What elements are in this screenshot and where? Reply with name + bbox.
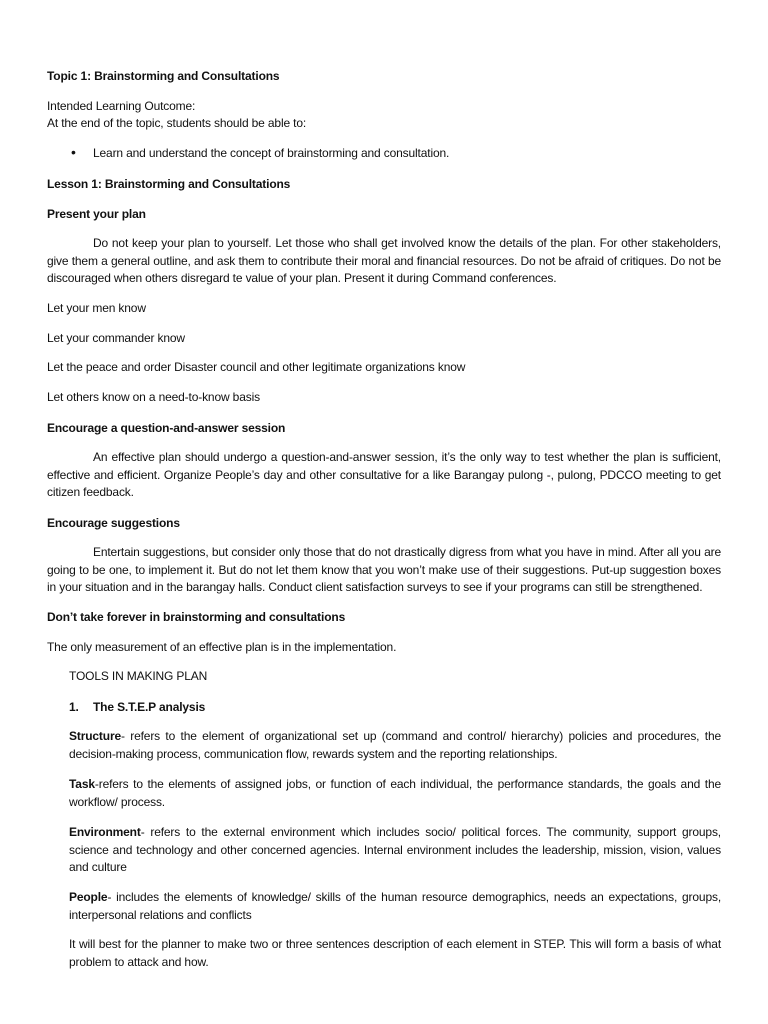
step-term: Task [69, 777, 95, 791]
tools-heading: TOOLS IN MAKING PLAN [69, 669, 208, 683]
step-term: Structure [69, 729, 121, 743]
present-heading: Present your plan [47, 207, 146, 221]
step-term: Environment [69, 825, 141, 839]
qa-heading: Encourage a question-and-answer session [47, 421, 286, 435]
step-item-task [69, 776, 721, 811]
step-description: - refers to the external environment which includes socio/ political forces. The community, support groups, science and technology and other concerned agencies. Internal environment includes the leadership, mission, vision, values and culture [69, 825, 721, 874]
let-item-others: Let others know on a need-to-know basis [47, 390, 260, 404]
closing-paragraph: It will best for the planner to make two or three sentences description of each element in STEP. This will form a basis of what problem to attack and how. [69, 937, 721, 969]
step-number: 1. [69, 700, 79, 714]
step-term: People [69, 890, 108, 904]
forever-heading: Don’t take forever in brainstorming and consultations [47, 610, 346, 624]
suggestions-heading: Encourage suggestions [47, 516, 180, 530]
present-paragraph: Do not keep your plan to yourself. Let those who shall get involved know the details of the plan. For other stakeholders, give them a general outline, and ask them to contribute their moral and financial resources. Do not be afraid of critiques. Do not be discouraged when others disregard te value of your plan. Present it during Command conferences. [47, 236, 721, 285]
step-item-structure [69, 728, 721, 763]
outcome-intro: At the end of the topic, students should be able to: [47, 116, 307, 130]
let-item-commander: Let your commander know [47, 331, 185, 345]
forever-paragraph: The only measurement of an effective plan is in the implementation. [47, 640, 397, 654]
step-description: - refers to the element of organizational set up (command and control/ hierarchy) policies and procedures, the decision-making process, communication flow, rewards system and the reporting relationships. [69, 729, 721, 761]
outcome-label: Intended Learning Outcome: [47, 99, 196, 113]
bullet-icon: • [71, 144, 76, 160]
step-item-people [69, 889, 721, 924]
topic-heading: Topic 1: Brainstorming and Consultations [47, 69, 280, 83]
let-item-council: Let the peace and order Disaster council and other legitimate organizations know [47, 360, 466, 374]
step-description: - includes the elements of knowledge/ skills of the human resource demographics, needs an expectations, groups, interpersonal relations and conflicts [69, 890, 721, 922]
let-item-men: Let your men know [47, 301, 146, 315]
suggestions-paragraph: Entertain suggestions, but consider only those that do not drastically digress from what you have in mind. After all you are going to be one, to implement it. But do not let them know that you won’t make use of their suggestions. Put-up suggestion boxes in your situation and in the barangay halls. Conduct client satisfaction surveys to see if your programs can still be strengthened. [47, 545, 721, 594]
qa-paragraph: An effective plan should undergo a question-and-answer session, it’s the only way to test whether the plan is sufficient, effective and efficient. Organize People’s day and other consultative for a like Barangay pulong -, pulong, PDCCO meeting to get citizen feedback. [47, 450, 721, 499]
lesson-heading: Lesson 1: Brainstorming and Consultations [47, 177, 291, 191]
outcome-text: Learn and understand the concept of brainstorming and consultation. [93, 146, 450, 160]
step-description: -refers to the elements of assigned jobs, or function of each individual, the performance standards, the goals and the workflow/ process. [69, 777, 721, 809]
step-item-environment [69, 824, 721, 877]
step-title: The S.T.E.P analysis [93, 700, 206, 714]
